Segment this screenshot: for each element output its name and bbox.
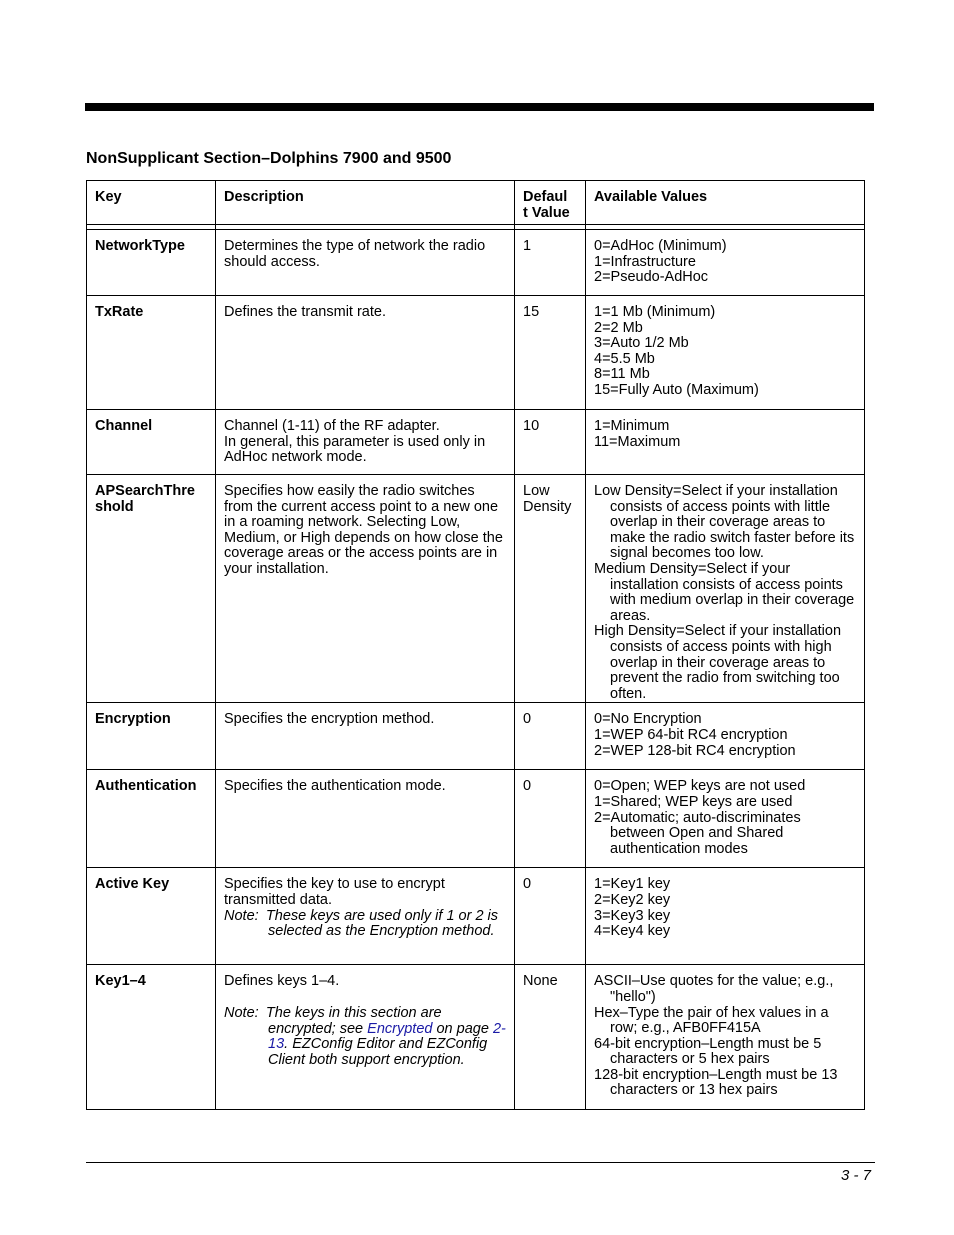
- row-key: Active Key: [87, 868, 216, 965]
- table-header-row: [87, 181, 865, 225]
- row-key: Encryption: [87, 703, 216, 770]
- footer-rule: [86, 1162, 875, 1163]
- section-title: NonSupplicant Section–Dolphins 7900 and 9500: [86, 150, 452, 167]
- header-default-value: Defaul t Value: [515, 181, 586, 225]
- row-default: 0: [515, 868, 586, 965]
- row-values: Low Density=Select if your installation consists of access points with little overlap in their coverage areas to make the radio switch faster before its signal becomes too low. Medium Density=Select if your installation consists of access points with medium overlap in their coverage areas. High Density=Select if your installation consists of access points with high overlap in their coverage areas to prevent the radio from switching too often.: [586, 475, 865, 703]
- table-row: [87, 868, 865, 965]
- page-2-13-link[interactable]: 2-13: [268, 1020, 506, 1053]
- row-values: 0=AdHoc (Minimum) 1=Infrastructure 2=Pseudo-AdHoc: [586, 230, 865, 296]
- row-values: 0=No Encryption 1=WEP 64-bit RC4 encryption 2=WEP 128-bit RC4 encryption: [586, 703, 865, 770]
- row-key: APSearchThre shold: [87, 475, 216, 703]
- table-row: [87, 296, 865, 410]
- parameter-table: [86, 180, 865, 1110]
- table-row: [87, 475, 865, 703]
- row-default: Low Density: [515, 475, 586, 703]
- row-values: ASCII–Use quotes for the value; e.g., "hello") Hex–Type the pair of hex values in a row; e.g., AFB0FF415A 64-bit encryption–Length must be 5 characters or 5 hex pairs 128-bit encryption–Length must be 13 characters or 13 hex pairs: [586, 965, 865, 1110]
- row-default: 1: [515, 230, 586, 296]
- row-key: NetworkType: [87, 230, 216, 296]
- row-values: 1=Key1 key 2=Key2 key 3=Key3 key 4=Key4 key: [586, 868, 865, 965]
- table-row: [87, 703, 865, 770]
- row-description: Defines keys 1–4. Note: The keys in this section are encrypted; see Encrypted on page 2-13. EZConfig Editor and EZConfig Client both support encryption.: [216, 965, 515, 1110]
- row-default: 0: [515, 770, 586, 868]
- row-description: Determines the type of network the radio should access.: [216, 230, 515, 296]
- row-description: Specifies how easily the radio switches from the current access point to a new one in a roaming network. Selecting Low, Medium, or High depends on how close the coverage areas or the access points are in your installation.: [216, 475, 515, 703]
- table-row: [87, 965, 865, 1110]
- row-description: Specifies the key to use to encrypt transmitted data. Note: These keys are used only if 1 or 2 is selected as the Encryption method.: [216, 868, 515, 965]
- table-row: [87, 230, 865, 296]
- row-description: Specifies the authentication mode.: [216, 770, 515, 868]
- row-key: Authentication: [87, 770, 216, 868]
- row-key: TxRate: [87, 296, 216, 410]
- row-default: 10: [515, 410, 586, 475]
- table-row: [87, 770, 865, 868]
- header-rule: [85, 103, 874, 111]
- header-available-values: Available Values: [586, 181, 865, 225]
- row-default: None: [515, 965, 586, 1110]
- encrypted-link[interactable]: Encrypted: [367, 1020, 433, 1037]
- row-default: 15: [515, 296, 586, 410]
- row-default: 0: [515, 703, 586, 770]
- row-values: 0=Open; WEP keys are not used 1=Shared; WEP keys are used 2=Automatic; auto-discriminates between Open and Shared authentication modes: [586, 770, 865, 868]
- row-description: Specifies the encryption method.: [216, 703, 515, 770]
- page-number: 3 - 7: [840, 1167, 871, 1184]
- row-key: Channel: [87, 410, 216, 475]
- table-row: [87, 410, 865, 475]
- row-note: Note: These keys are used only if 1 or 2 is selected as the Encryption method.: [224, 907, 499, 940]
- row-description: Channel (1-11) of the RF adapter. In general, this parameter is used only in AdHoc network mode.: [216, 410, 515, 475]
- row-values: 1=Minimum 11=Maximum: [586, 410, 865, 475]
- header-description: Description: [216, 181, 515, 225]
- row-note: Note: The keys in this section are encrypted; see Encrypted on page 2-13. EZConfig Editor and EZConfig Client both support encryption.: [224, 1004, 506, 1068]
- row-values: 1=1 Mb (Minimum) 2=2 Mb 3=Auto 1/2 Mb 4=5.5 Mb 8=11 Mb 15=Fully Auto (Maximum): [586, 296, 865, 410]
- row-key: Key1–4: [87, 965, 216, 1110]
- header-key: Key: [87, 181, 216, 225]
- row-description: Defines the transmit rate.: [216, 296, 515, 410]
